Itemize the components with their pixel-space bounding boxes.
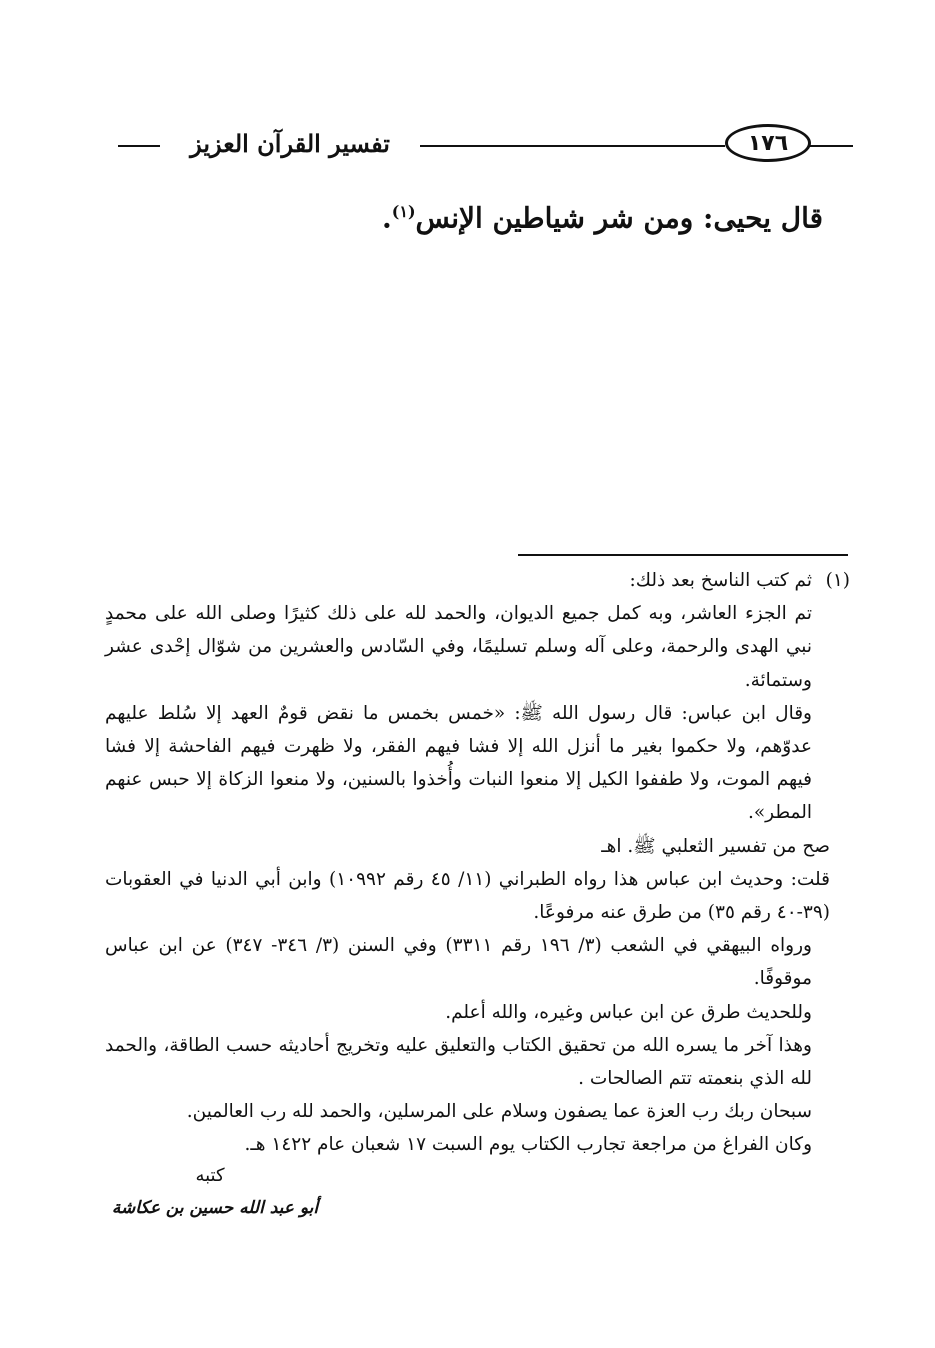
- signature-name: أبو عبد الله حسين بن عكاشة: [111, 1198, 319, 1218]
- main-sentence: ومن شر شياطين الإنس: [415, 201, 694, 235]
- header-rule-middle: [420, 145, 725, 147]
- footnote-paragraph: قلت: وحديث ابن عباس هذا رواه الطبراني (١١/ ٤٥ رقم ١٠٩٩٢) وابن أبي الدنيا في العقوبات (٣٩-٤٠ رقم ٣٥) من طرق عنه مرفوعًا.: [105, 868, 830, 924]
- footnote-paragraph: وكان الفراغ من مراجعة تجارب الكتاب يوم السبت ١٧ شعبان عام ١٤٢٢ هـ.: [244, 1134, 812, 1156]
- footnote-paragraph: وهذا آخر ما يسره الله من تحقيق الكتاب والتعليق عليه وتخريج أحاديثه حسب الطاقة، والحمد لله الذي بنعمته تتم الصالحات .: [105, 1034, 812, 1090]
- header-rule-right: [808, 145, 853, 147]
- page-header: [0, 118, 935, 168]
- running-title: تفسير القرآن العزيز: [190, 129, 390, 158]
- signature-label: كتبه: [195, 1165, 225, 1186]
- footnote-paragraph: صح من تفسير الثعلبي ﷺ. اهـ: [601, 835, 830, 857]
- main-text: [123, 188, 823, 242]
- footnote-marker: (١): [825, 570, 850, 591]
- footnote-paragraph: ورواه البيهقي في الشعب (٣/ ١٩٦ رقم ٣٣١١) وفي السنن (٣/ ٣٤٦- ٣٤٧) عن ابن عباس موقوفًا.: [105, 935, 812, 990]
- speaker-label: قال يحيى:: [703, 201, 823, 235]
- footnote-paragraph: تم الجزء العاشر، وبه كمل جميع الديوان، والحمد لله على ذلك كثيرًا وصلى الله على محمدٍ نبي الهدى والرحمة، وعلى آله وسلم تسليمًا، وفي السّادس والعشرين من شوّال إحْدى عشر وستمائة.: [105, 603, 812, 691]
- footnote-paragraph: وقال ابن عباس: قال رسول الله ﷺ: «خمس بخمس ما نقض قومٌ العهد إلا سُلط عليهم عدوّهم، ولا حكموا بغير ما أنزل الله إلا فشا فيهم الفقر، ولا ظهرت فيهم الفاحشة إلا فشا فيهم الموت، ولا طففوا الكيل إلا منعوا النبات وأُخذوا بالسنين، ولا منعوا الزكاة إلا حبس عنهم المطر».: [105, 702, 812, 824]
- footnote-first-line: [105, 564, 850, 597]
- footnote-reference: (١): [391, 202, 416, 221]
- footnote-separator: [518, 554, 848, 556]
- header-rule-left: [118, 145, 160, 147]
- footnote-paragraph: سبحان ربك رب العزة عما يصفون وسلام على المرسلين، والحمد لله رب العالمين.: [186, 1101, 812, 1123]
- page-number: ١٧٦: [725, 124, 811, 162]
- sentence-end: .: [382, 201, 392, 235]
- footnote-paragraph: وللحديث طرق عن ابن عباس وغيره، والله أعلم.: [445, 1001, 812, 1023]
- footnote-paragraph: ثم كتب الناسخ بعد ذلك:: [629, 570, 812, 591]
- footnote-block: [105, 564, 850, 1162]
